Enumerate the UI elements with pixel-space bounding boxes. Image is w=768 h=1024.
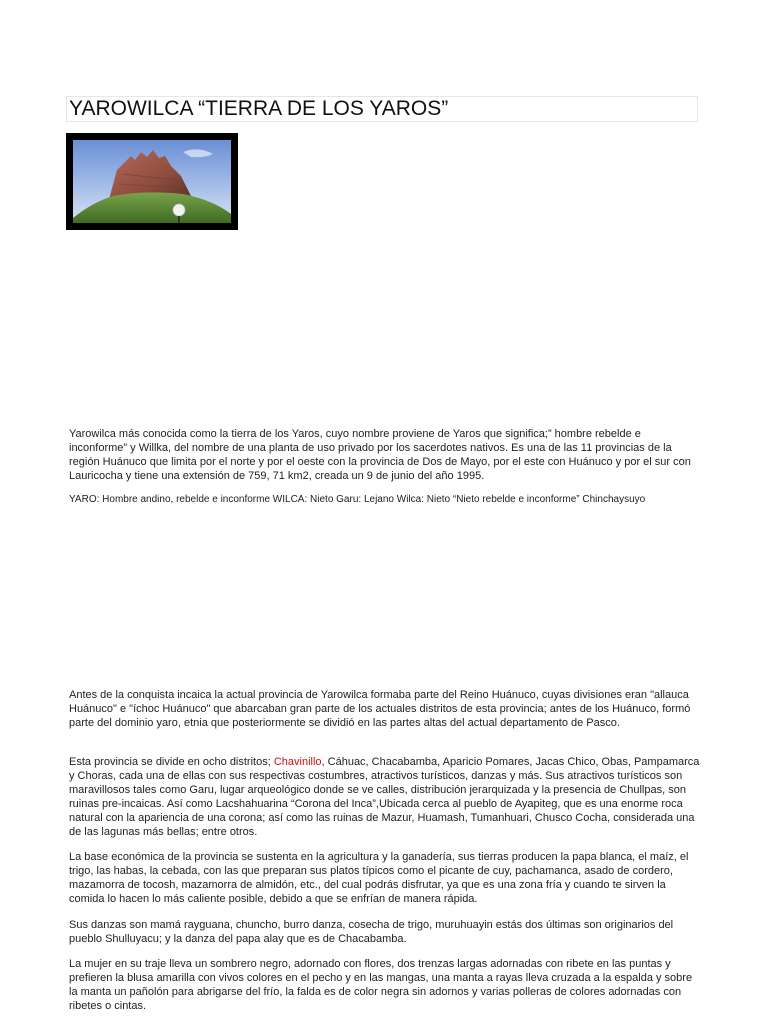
districts-text-after: , Cáhuac, Chacabamba, Aparicio Pomares, Jacas Chico, Obas, Pampamarca y Choras, cada una de ellas con sus respectivas costumbres, atractivos turísticos, danzas y más. Sus atractivos turísticos son maravillosos tales como Garu, lugar arqueológico donde se ve calles, distribución jerarquizada y la presencia de Chullpas, son ruinas pre-incaicas. Así como Lacshahuarina “Corona del Inca”,Ubicada cerca al pueblo de Ayapiteg, que es una enorme roca natural con la apariencia de una corona; así como las ruinas de Mazur, Huamash, Tumanhuari, Chusco Cocha, considerada una de las lagunas más bellas; entre otros. — [69, 756, 700, 838]
paragraph-dances: Sus danzas son mamá rayguana, chuncho, burro danza, cosecha de trigo, muruhuayin estás dos últimas son originarios del pueblo Shulluyacu; y la danza del papa alay que es de Chacabamba. — [69, 919, 674, 945]
paragraph-economy: La base económica de la provincia se sustenta en la agricultura y la ganadería, sus tierras producen la papa blanca, el maíz, el trigo, las habas, la cebada, con las que preparan sus platos típicos como el picante de cuy, pachamanca, asado de cordero, mazamorra de tocosh, mazamorra de almidón, etc., del cual podrás disfrutar, ya que es una zona fría y cuando te sirven la comida lo hacen lo más caliente posible, debido a que se enfrían de manera rápida. — [69, 851, 689, 905]
paragraph-history: Antes de la conquista incaica la actual provincia de Yarowilca formaba parte del Reino Huánuco, cuyas divisiones eran "allauca Huánuco" e "íchoc Huánuco" que abarcaban gran parte de los actuales distritos de esta provincia; antes de los Huánuco, formó parte del dominio yaro, etnia que posteriormente se dividió en las partes altas del actual departamento de Pasco. — [69, 689, 691, 729]
article-title: YAROWILCA “TIERRA DE LOS YAROS” — [69, 97, 449, 120]
districts-text-before: Esta provincia se divide en ocho distritos; — [69, 756, 274, 768]
paragraph-intro: Yarowilca más conocida como la tierra de los Yaros, cuyo nombre proviene de Yaros que significa;” hombre rebelde e inconforme” y Willka, del nombre de una planta de uso privado por los sacerdotes nativos. Es una de las 11 provincias de la región Huánuco que limita por el norte y por el oeste con la provincia de Dos de Mayo, por el este con Huánuco y por el sur con Lauricocha y tiene una extensión de 759, 71 km2, creada un 9 de junio del año 1995. — [69, 428, 691, 482]
paragraph-costume: La mujer en su traje lleva un sombrero negro, adornado con flores, dos trenzas largas adornadas con ribete en las puntas y prefieren la blusa amarilla con vivos colores en el pecho y en las mangas, una manta a rayas lleva cruzada a la espalda y sobre la manta un pañolón para abrigarse del frío, la falda es de color negra sin adornos y varias polleras de colores adornadas con ribetes o cintas. — [69, 958, 693, 1012]
article-photo — [66, 133, 238, 230]
paragraph-etymology: YARO: Hombre andino, rebelde e inconforme WILCA: Nieto Garu: Lejano Wilca: Nieto “Nieto rebelde e inconforme” Chinchaysuyo — [69, 494, 646, 505]
chavinillo-link[interactable]: Chavinillo — [273, 756, 322, 768]
paragraph-districts — [69, 755, 701, 839]
mountain-photo — [73, 140, 231, 223]
